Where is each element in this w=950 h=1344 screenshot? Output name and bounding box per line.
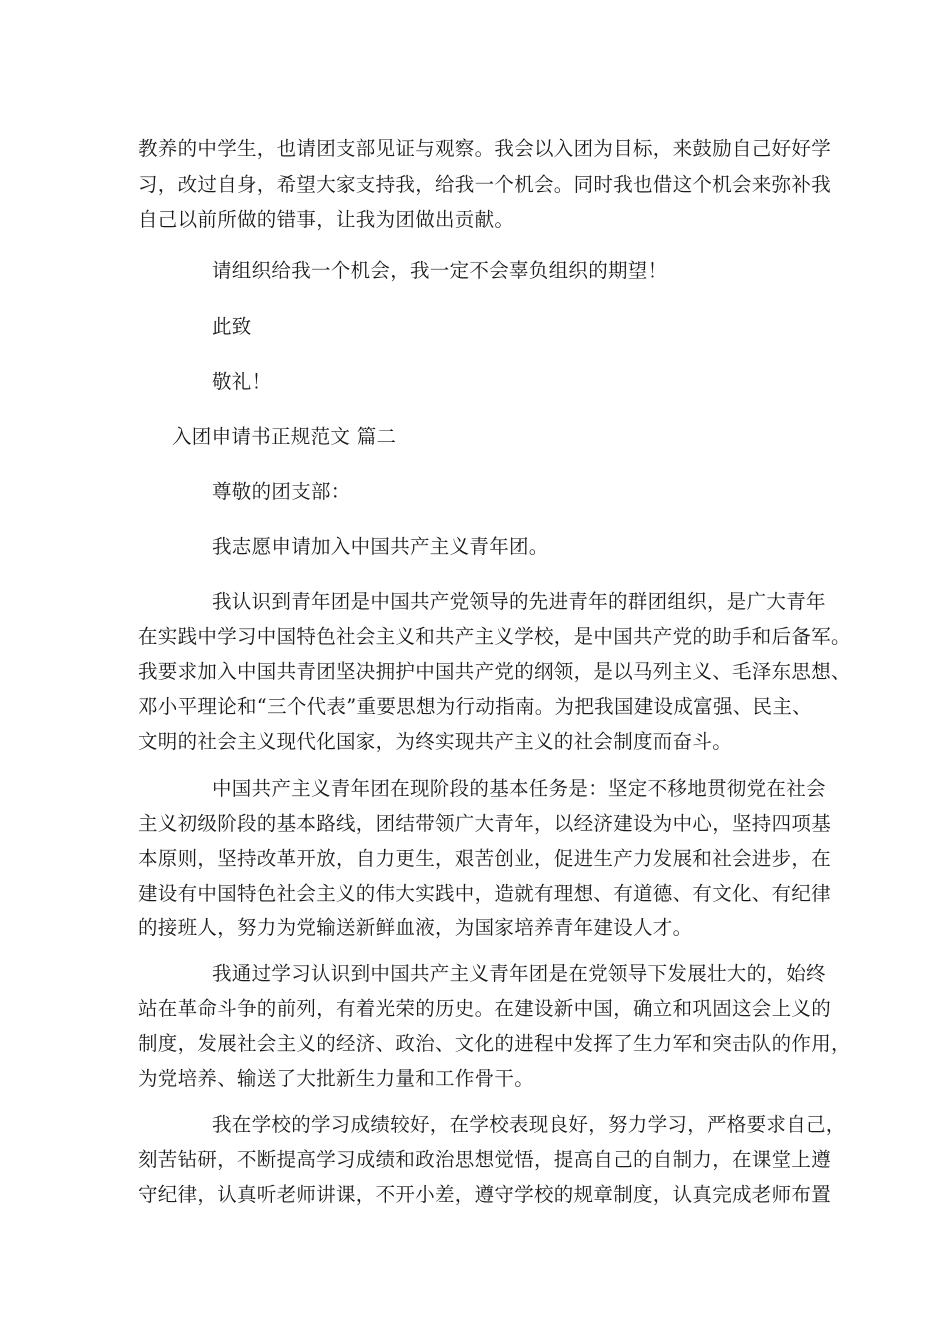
greeting: 尊敬的团支部： bbox=[212, 480, 351, 503]
paragraph-line: 建设有中国特色社会主义的伟大实践中，造就有理想、有道德、有文化、有纪律 bbox=[138, 882, 832, 905]
paragraph-line: 在实践中学习中国特色社会主义和共产主义学校，是中国共产党的助手和后备军。 bbox=[138, 625, 851, 648]
paragraph-line: 本原则，坚持改革开放，自力更生，艰苦创业，促进生产力发展和社会进步，在 bbox=[138, 847, 832, 870]
paragraph-line: 文明的社会主义现代化国家，为终实现共产主义的社会制度而奋斗。 bbox=[138, 730, 733, 753]
paragraph-line: 站在革命斗争的前列，有着光荣的历史。在建设新中国，确立和巩固这会上义的 bbox=[138, 997, 832, 1020]
intro-statement: 我志愿申请加入中国共产主义青年团。 bbox=[212, 535, 549, 558]
paragraph-line: 我通过学习认识到中国共产主义青年团是在党领导下发展壮大的，始终 bbox=[212, 962, 826, 985]
paragraph-line: 教养的中学生，也请团支部见证与观察。我会以入团为目标，来鼓励自己好好学 bbox=[138, 137, 832, 160]
salutation-line-1: 此致 bbox=[212, 315, 252, 338]
paragraph-line: 自己以前所做的错事，让我为团做出贡献。 bbox=[138, 208, 515, 231]
salutation-line-2: 敬礼！ bbox=[212, 370, 272, 393]
paragraph-line: 为党培养、输送了大批新生力量和工作骨干。 bbox=[138, 1067, 535, 1090]
paragraph-line: 刻苦钻研，不断提高学习成绩和政治思想觉悟，提高自己的自制力，在课堂上遵 bbox=[138, 1148, 832, 1171]
paragraph-line: 制度，发展社会主义的经济、政治、文化的进程中发挥了生力军和突击队的作用， bbox=[138, 1032, 851, 1055]
paragraph-line: 邓小平理论和“三个代表”重要思想为行动指南。为把我国建设成富强、民主、 bbox=[138, 695, 812, 718]
paragraph-line: 守纪律，认真听老师讲课，不开小差，遵守学校的规章制度，认真完成老师布置 bbox=[138, 1183, 832, 1206]
paragraph-line: 中国共产主义青年团在现阶段的基本任务是：坚定不移地贯彻党在社会 bbox=[212, 777, 826, 800]
paragraph-line: 的接班人，努力为党输送新鲜血液，为国家培养青年建设人才。 bbox=[138, 916, 693, 939]
paragraph-line: 我要求加入中国共青团坚决拥护中国共产党的纲领，是以马列主义、毛泽东思想、 bbox=[138, 660, 851, 683]
section-title: 入团申请书正规范文 篇二 bbox=[172, 425, 397, 448]
paragraph-line: 习，改过自身，希望大家支持我，给我一个机会。同时我也借这个机会来弥补我 bbox=[138, 173, 832, 196]
closing-request: 请组织给我一个机会，我一定不会辜负组织的期望！ bbox=[212, 259, 668, 282]
paragraph-line: 我认识到青年团是中国共产党领导的先进青年的群团组织，是广大青年 bbox=[212, 590, 826, 613]
paragraph-line: 我在学校的学习成绩较好，在学校表现良好，努力学习，严格要求自己， bbox=[212, 1113, 846, 1136]
paragraph-line: 主义初级阶段的基本路线，团结带领广大青年，以经济建设为中心，坚持四项基 bbox=[138, 812, 832, 835]
